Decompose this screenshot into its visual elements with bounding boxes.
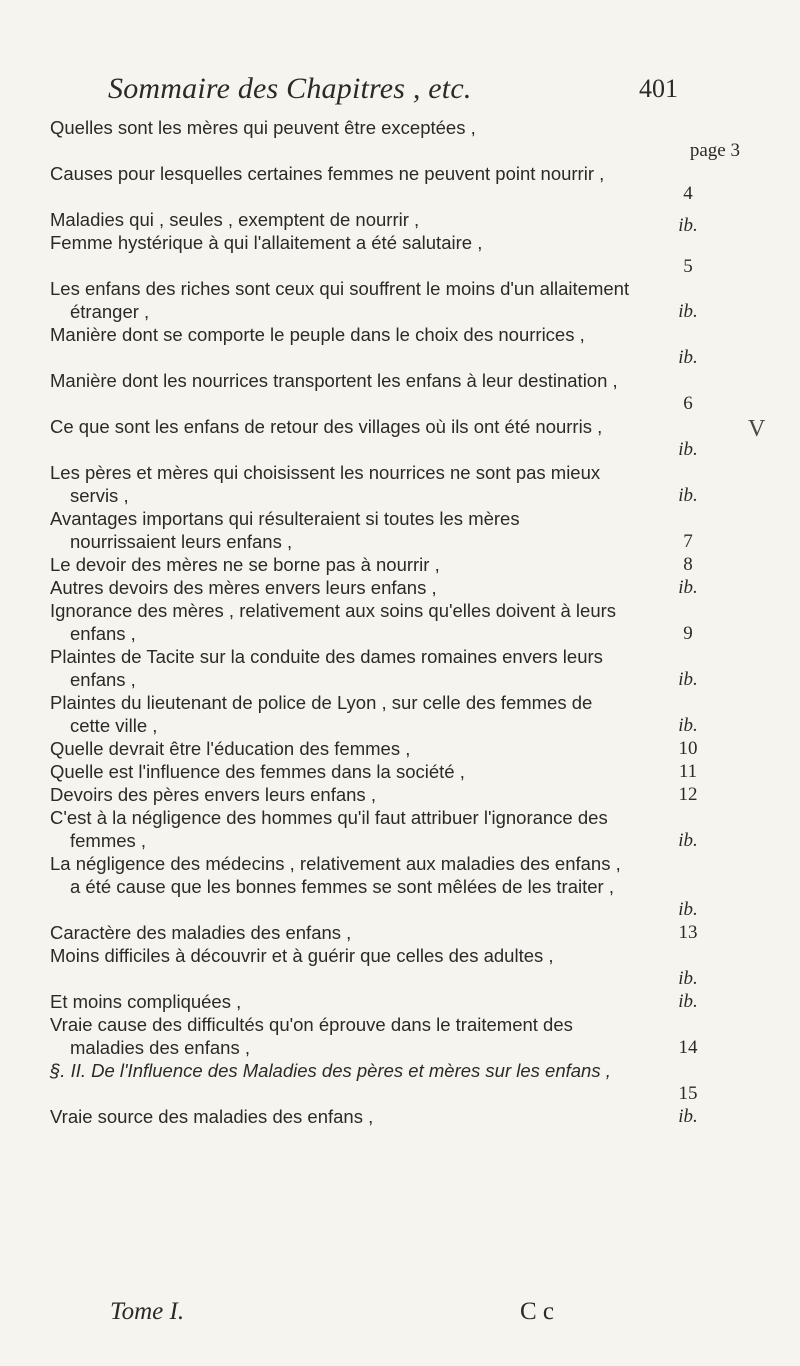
- toc-entry: [50, 507, 693, 553]
- toc-entry: [50, 599, 693, 645]
- entry-ref: ib.: [678, 301, 698, 322]
- margin-mark: V: [748, 416, 766, 442]
- entry-ref: ib.: [678, 830, 698, 851]
- entry-text: Les enfans des riches sont ceux qui souffrent le moins d'un allaitement étranger ,: [50, 278, 630, 322]
- entry-text: Autres devoirs des mères envers leurs enfans ,: [50, 577, 437, 598]
- entry-ref: 6: [683, 393, 693, 414]
- entry-text: Femme hystérique à qui l'allaitement a été salutaire ,: [50, 232, 483, 253]
- entry-ref: 12: [678, 784, 698, 805]
- entry-ref: ib.: [678, 439, 698, 460]
- signature-mark: C c: [520, 1298, 555, 1325]
- entry-ref: ib.: [678, 215, 698, 236]
- entry-ref: ib.: [678, 669, 698, 690]
- entry-ref: ib.: [678, 991, 698, 1012]
- entry-ref: ib.: [678, 715, 698, 736]
- toc-entry: [50, 277, 698, 323]
- toc-entry: [50, 576, 698, 599]
- toc-entry: [50, 852, 698, 920]
- page-number: 401: [639, 74, 678, 103]
- entry-text: La négligence des médecins , relativement aux maladies des enfans , a été cause que les bonnes femmes se sont mêlées de les traiter ,: [50, 853, 621, 897]
- entry-text: Moins difficiles à découvrir et à guérir que celles des adultes ,: [50, 945, 554, 966]
- entry-text: Quelles sont les mères qui peuvent être exceptées ,: [50, 117, 476, 138]
- entry-text: Quelle devrait être l'éducation des femmes ,: [50, 738, 411, 759]
- entry-text: Manière dont se comporte le peuple dans le choix des nourrices ,: [50, 324, 585, 345]
- toc-entry: [50, 116, 740, 161]
- entry-text: Causes pour lesquelles certaines femmes ne peuvent point nourrir ,: [50, 163, 605, 184]
- toc-entry: [50, 645, 698, 691]
- entry-ref: 7: [683, 531, 693, 552]
- toc-entry: [50, 415, 698, 460]
- entry-text: §. II. De l'Influence des Maladies des pères et mères sur les enfans ,: [50, 1060, 611, 1081]
- entry-text: Le devoir des mères ne se borne pas à nourrir ,: [50, 554, 440, 575]
- entry-ref: ib.: [678, 968, 698, 989]
- entry-text: Maladies qui , seules , exemptent de nourrir ,: [50, 209, 420, 230]
- entry-text: Avantages importans qui résulteraient si toutes les mères nourrissaient leurs enfans ,: [50, 508, 520, 552]
- entry-ref: 9: [683, 623, 693, 644]
- entry-text: Plaintes du lieutenant de police de Lyon , sur celle des femmes de cette ville ,: [50, 692, 593, 736]
- entry-text: Les pères et mères qui choisissent les nourrices ne sont pas mieux servis ,: [50, 462, 601, 506]
- toc-section-entry: [50, 1059, 698, 1104]
- toc-entry: [50, 1013, 698, 1059]
- entry-ref: 14: [678, 1037, 698, 1058]
- toc-entry: [50, 461, 698, 507]
- entry-ref: 13: [678, 922, 698, 943]
- entry-text: Plaintes de Tacite sur la conduite des dames romaines envers leurs enfans ,: [50, 646, 603, 690]
- entry-text: Et moins compliquées ,: [50, 991, 242, 1012]
- entry-text: Quelle est l'influence des femmes dans la société ,: [50, 761, 465, 782]
- entry-text: Devoirs des pères envers leurs enfans ,: [50, 784, 376, 805]
- entry-text: Ce que sont les enfans de retour des villages où ils ont été nourris ,: [50, 416, 603, 437]
- entry-text: Vraie source des maladies des enfans ,: [50, 1106, 374, 1127]
- entry-text: Vraie cause des difficultés qu'on éprouve dans le traitement des maladies des enfans ,: [50, 1014, 573, 1058]
- entry-ref: 11: [678, 761, 698, 782]
- entry-text: C'est à la négligence des hommes qu'il faut attribuer l'ignorance des femmes ,: [50, 807, 608, 851]
- toc-entry: [50, 1105, 698, 1128]
- toc-entry: [50, 691, 698, 737]
- entry-ref: ib.: [678, 347, 698, 368]
- entry-ref: 10: [678, 738, 698, 759]
- toc-entry: [50, 806, 698, 852]
- toc-entry: [50, 231, 693, 277]
- entry-ref: 5: [683, 256, 693, 277]
- entry-ref: ib.: [678, 899, 698, 920]
- entry-text: Caractère des maladies des enfans ,: [50, 922, 352, 943]
- toc-entry: [50, 369, 693, 414]
- entry-ref: ib.: [678, 1106, 698, 1127]
- tome-label: Tome I.: [110, 1298, 185, 1325]
- entry-ref: 4: [683, 183, 693, 204]
- entry-ref: page 3: [689, 140, 740, 161]
- entry-ref: ib.: [678, 577, 698, 598]
- toc-entry: [50, 208, 698, 236]
- page-footer: [110, 1298, 710, 1328]
- entry-ref: 8: [683, 554, 693, 575]
- toc-entry: [50, 944, 698, 989]
- entry-ref: ib.: [678, 485, 698, 506]
- toc-entry: [50, 162, 693, 204]
- toc-entry: [50, 760, 698, 783]
- running-head: [108, 72, 678, 112]
- entry-text: Manière dont les nourrices transportent les enfans à leur destination ,: [50, 370, 618, 391]
- toc-entry: [50, 553, 693, 576]
- toc-entry: [50, 921, 698, 944]
- entry-text: Ignorance des mères , relativement aux soins qu'elles doivent à leurs enfans ,: [50, 600, 617, 644]
- toc-entry: [50, 323, 698, 368]
- entry-ref: 15: [678, 1083, 698, 1104]
- toc-entry: [50, 990, 698, 1013]
- toc-entry: [50, 737, 698, 760]
- running-title: Sommaire des Chapitres , etc.: [108, 72, 472, 105]
- toc-entry: [50, 783, 698, 806]
